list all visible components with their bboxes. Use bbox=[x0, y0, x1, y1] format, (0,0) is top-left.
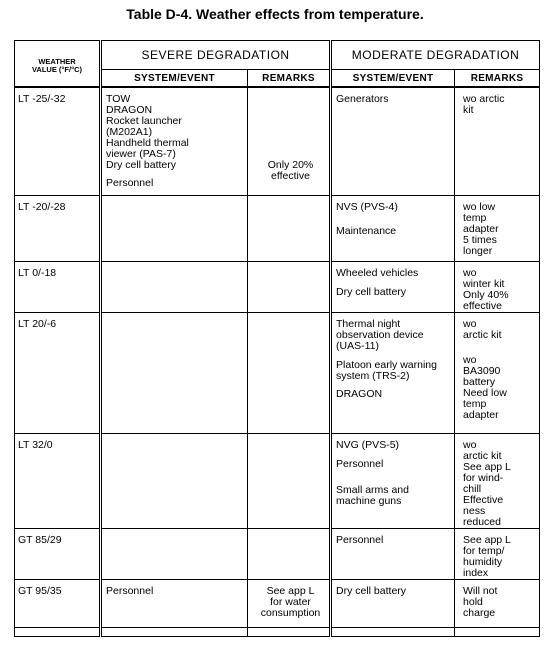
remark-entry: Only 20% effective bbox=[267, 159, 314, 182]
weather-value-header bbox=[15, 41, 101, 88]
severe-remarks-cell bbox=[248, 528, 331, 579]
remark-entry: Effective ness reduced bbox=[463, 493, 504, 528]
remark-entry: wo arctic kit bbox=[463, 93, 505, 116]
remark-entry: Only 40% effective bbox=[463, 288, 509, 312]
table-row-empty bbox=[15, 627, 540, 636]
system-entry: Wheeled vehicles bbox=[336, 266, 419, 279]
system-entry: Rocket launcher (M202A1) bbox=[106, 115, 182, 138]
table-row bbox=[15, 579, 540, 627]
severe-remarks-cell bbox=[248, 87, 331, 195]
severe-remarks-header: REMARKS bbox=[248, 70, 331, 88]
remark-entry: See app L for temp/ humidity index bbox=[463, 533, 511, 579]
table-row bbox=[15, 261, 540, 312]
moderate-system-cell bbox=[331, 433, 455, 528]
moderate-system-cell bbox=[331, 195, 455, 261]
remark-entry: Will not hold charge bbox=[463, 584, 498, 619]
moderate-system-cell bbox=[331, 528, 455, 579]
moderate-remarks-cell bbox=[455, 195, 540, 261]
system-entry: Personnel bbox=[336, 533, 384, 546]
system-entry: Maintenance bbox=[336, 224, 397, 237]
weather-value-cell: LT -20/-28 bbox=[15, 195, 101, 261]
system-entry: Dry cell battery bbox=[336, 285, 407, 298]
system-entry: DRAGON bbox=[106, 104, 153, 116]
severe-remarks-cell bbox=[248, 433, 331, 528]
remark-entry: wo arctic kit bbox=[463, 438, 502, 462]
weather-header-line2: VALUE (°F/°C) bbox=[31, 64, 83, 74]
system-entry: Dry cell battery bbox=[336, 584, 407, 597]
system-entry: Personnel bbox=[336, 457, 384, 470]
moderate-degradation-header: MODERATE DEGRADATION bbox=[331, 41, 540, 70]
moderate-system-cell bbox=[331, 87, 455, 195]
system-entry: Handheld thermal viewer (PAS-7) bbox=[106, 137, 189, 160]
severe-system-cell bbox=[101, 528, 248, 579]
system-entry: Dry cell battery bbox=[106, 159, 177, 171]
moderate-remarks-cell bbox=[455, 579, 540, 627]
remark-entry: wo BA3090 battery bbox=[463, 353, 501, 388]
system-entry: Thermal night observation device (UAS-11) bbox=[336, 317, 424, 352]
system-entry: NVS (PVS-4) bbox=[336, 200, 398, 213]
remark-entry: See app L for wind- chill bbox=[463, 460, 511, 495]
severe-system-cell bbox=[101, 195, 248, 261]
severe-system-cell bbox=[101, 579, 248, 627]
moderate-remarks-cell bbox=[455, 528, 540, 579]
empty-cell bbox=[331, 627, 455, 636]
moderate-remarks-cell bbox=[455, 433, 540, 528]
remark-entry: See app L for water consumption bbox=[260, 584, 321, 619]
weather-value-cell: LT 32/0 bbox=[15, 433, 101, 528]
empty-cell bbox=[101, 627, 248, 636]
moderate-system-event-header: SYSTEM/EVENT bbox=[331, 70, 455, 88]
system-entry: Personnel bbox=[106, 177, 154, 189]
moderate-system-cell bbox=[331, 261, 455, 312]
moderate-remarks-cell bbox=[455, 87, 540, 195]
system-entry: Personnel bbox=[106, 584, 154, 597]
severe-system-event-header: SYSTEM/EVENT bbox=[101, 70, 248, 88]
severe-remarks-cell bbox=[248, 579, 331, 627]
system-entry: Small arms and machine guns bbox=[336, 483, 409, 507]
table-row bbox=[15, 528, 540, 579]
remark-entry: Need low temp adapter bbox=[463, 386, 507, 421]
table-row bbox=[15, 312, 540, 433]
weather-value-cell: LT 0/-18 bbox=[15, 261, 101, 312]
weather-effects-table bbox=[14, 40, 540, 637]
weather-value-cell: LT -25/-32 bbox=[15, 87, 101, 195]
table-row bbox=[15, 433, 540, 528]
system-entry: Platoon early warning system (TRS-2) bbox=[336, 358, 437, 382]
empty-cell bbox=[248, 627, 331, 636]
severe-system-cell bbox=[101, 261, 248, 312]
severe-remarks-cell bbox=[248, 312, 331, 433]
severe-system-cell bbox=[101, 433, 248, 528]
moderate-remarks-header: REMARKS bbox=[455, 70, 540, 88]
severe-degradation-header: SEVERE DEGRADATION bbox=[101, 41, 331, 70]
remark-entry: wo winter kit bbox=[463, 266, 505, 290]
severe-system-cell bbox=[101, 312, 248, 433]
table-row bbox=[15, 195, 540, 261]
system-entry: TOW bbox=[106, 93, 131, 105]
system-entry: DRAGON bbox=[336, 387, 383, 400]
weather-header-line1: WEATHER bbox=[38, 56, 76, 66]
weather-value-cell: LT 20/-6 bbox=[15, 312, 101, 433]
severe-remarks-cell bbox=[248, 195, 331, 261]
weather-value-cell: GT 85/29 bbox=[15, 528, 101, 579]
system-entry: NVG (PVS-5) bbox=[336, 438, 400, 451]
remark-entry: wo low temp adapter bbox=[463, 200, 499, 235]
severe-system-cell bbox=[101, 87, 248, 195]
table-title: Table D-4. Weather effects from temperature. bbox=[126, 6, 424, 22]
moderate-remarks-cell bbox=[455, 261, 540, 312]
weather-value-cell: GT 95/35 bbox=[15, 579, 101, 627]
remark-entry: 5 times longer bbox=[463, 233, 497, 257]
moderate-remarks-cell bbox=[455, 312, 540, 433]
system-entry: Generators bbox=[336, 93, 389, 105]
severe-remarks-cell bbox=[248, 261, 331, 312]
empty-cell bbox=[15, 627, 101, 636]
moderate-system-cell bbox=[331, 579, 455, 627]
remark-entry: wo arctic kit bbox=[463, 317, 502, 341]
moderate-system-cell bbox=[331, 312, 455, 433]
empty-cell bbox=[455, 627, 540, 636]
table-row bbox=[15, 87, 540, 195]
